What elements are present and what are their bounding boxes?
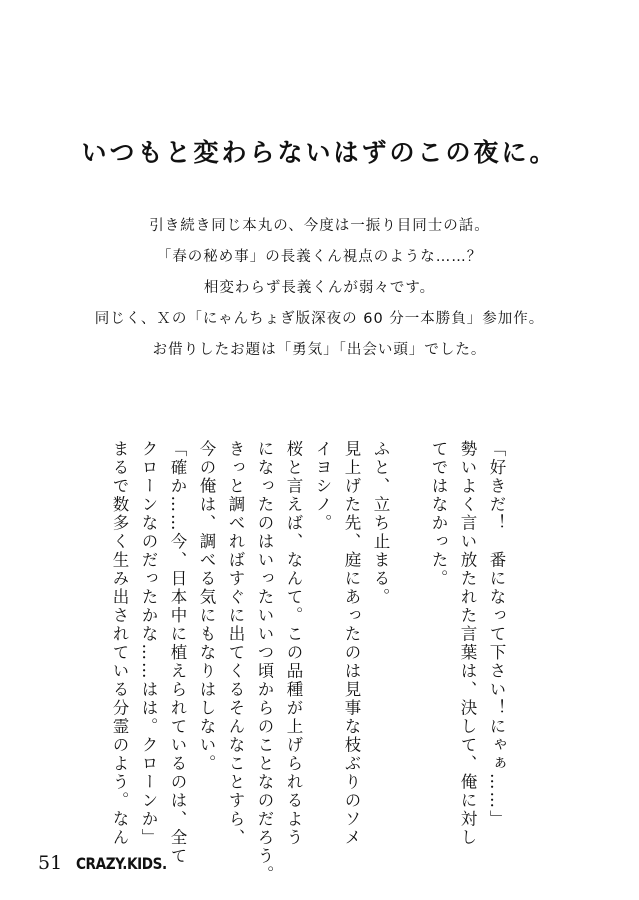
circle-name: CRAZY.KIDS. xyxy=(76,854,167,873)
story-line: 今の俺は、調べる気にもなりはしない。 xyxy=(197,440,216,773)
story-line: 見上げた先、庭にあったのは見事な枝ぶりのソメ xyxy=(342,440,361,847)
story-line: ふと、立ち止まる。 xyxy=(371,440,390,607)
story-line: きっと調べればすぐに出てくるそんなことすら、 xyxy=(226,440,245,847)
story-line: 勢いよく言い放たれた言葉は、決して、俺に対し xyxy=(458,440,477,847)
story-line: 「確か……今、日本中に植えられているのは、全て xyxy=(168,440,187,866)
page-title: いつもと変わらないはずのこの夜に。 xyxy=(81,138,558,167)
intro-line: 相変わらず長義くんが弱々です。 xyxy=(203,280,436,296)
intro-line: 引き続き同じ本丸の、今度は一振り目同士の話。 xyxy=(149,218,490,234)
story-line: になったのはいったいいつ頃からのことなのだろう。 xyxy=(255,440,274,884)
intro-line: 「春の秘め事」の長義くん視点のような……？ xyxy=(156,249,483,265)
page-footer xyxy=(38,852,183,874)
story-line: イヨシノ。 xyxy=(313,440,332,533)
story-blank-line xyxy=(395,440,424,835)
intro-line: お借りしたお題は「勇気」「出会い頭」でした。 xyxy=(152,342,487,358)
page-number: 51 xyxy=(38,852,63,874)
story-line: クローンなのだったかな……はは。クローンか」 xyxy=(139,440,158,847)
story-line: 「好きだ！ 番になって下さい！にゃぁ……」 xyxy=(487,440,506,829)
story-line: 桜と言えば、なんて。この品種が上げられるよう xyxy=(284,440,303,847)
story-line: まるで数多く生み出されている分霊のよう。なん xyxy=(110,440,129,847)
intro-note xyxy=(0,211,639,366)
intro-line: 同じく、Ｘの「にゃんちょぎ版深夜の 60 分一本勝負」参加作。 xyxy=(94,311,545,327)
story-line: てではなかった。 xyxy=(429,440,448,588)
